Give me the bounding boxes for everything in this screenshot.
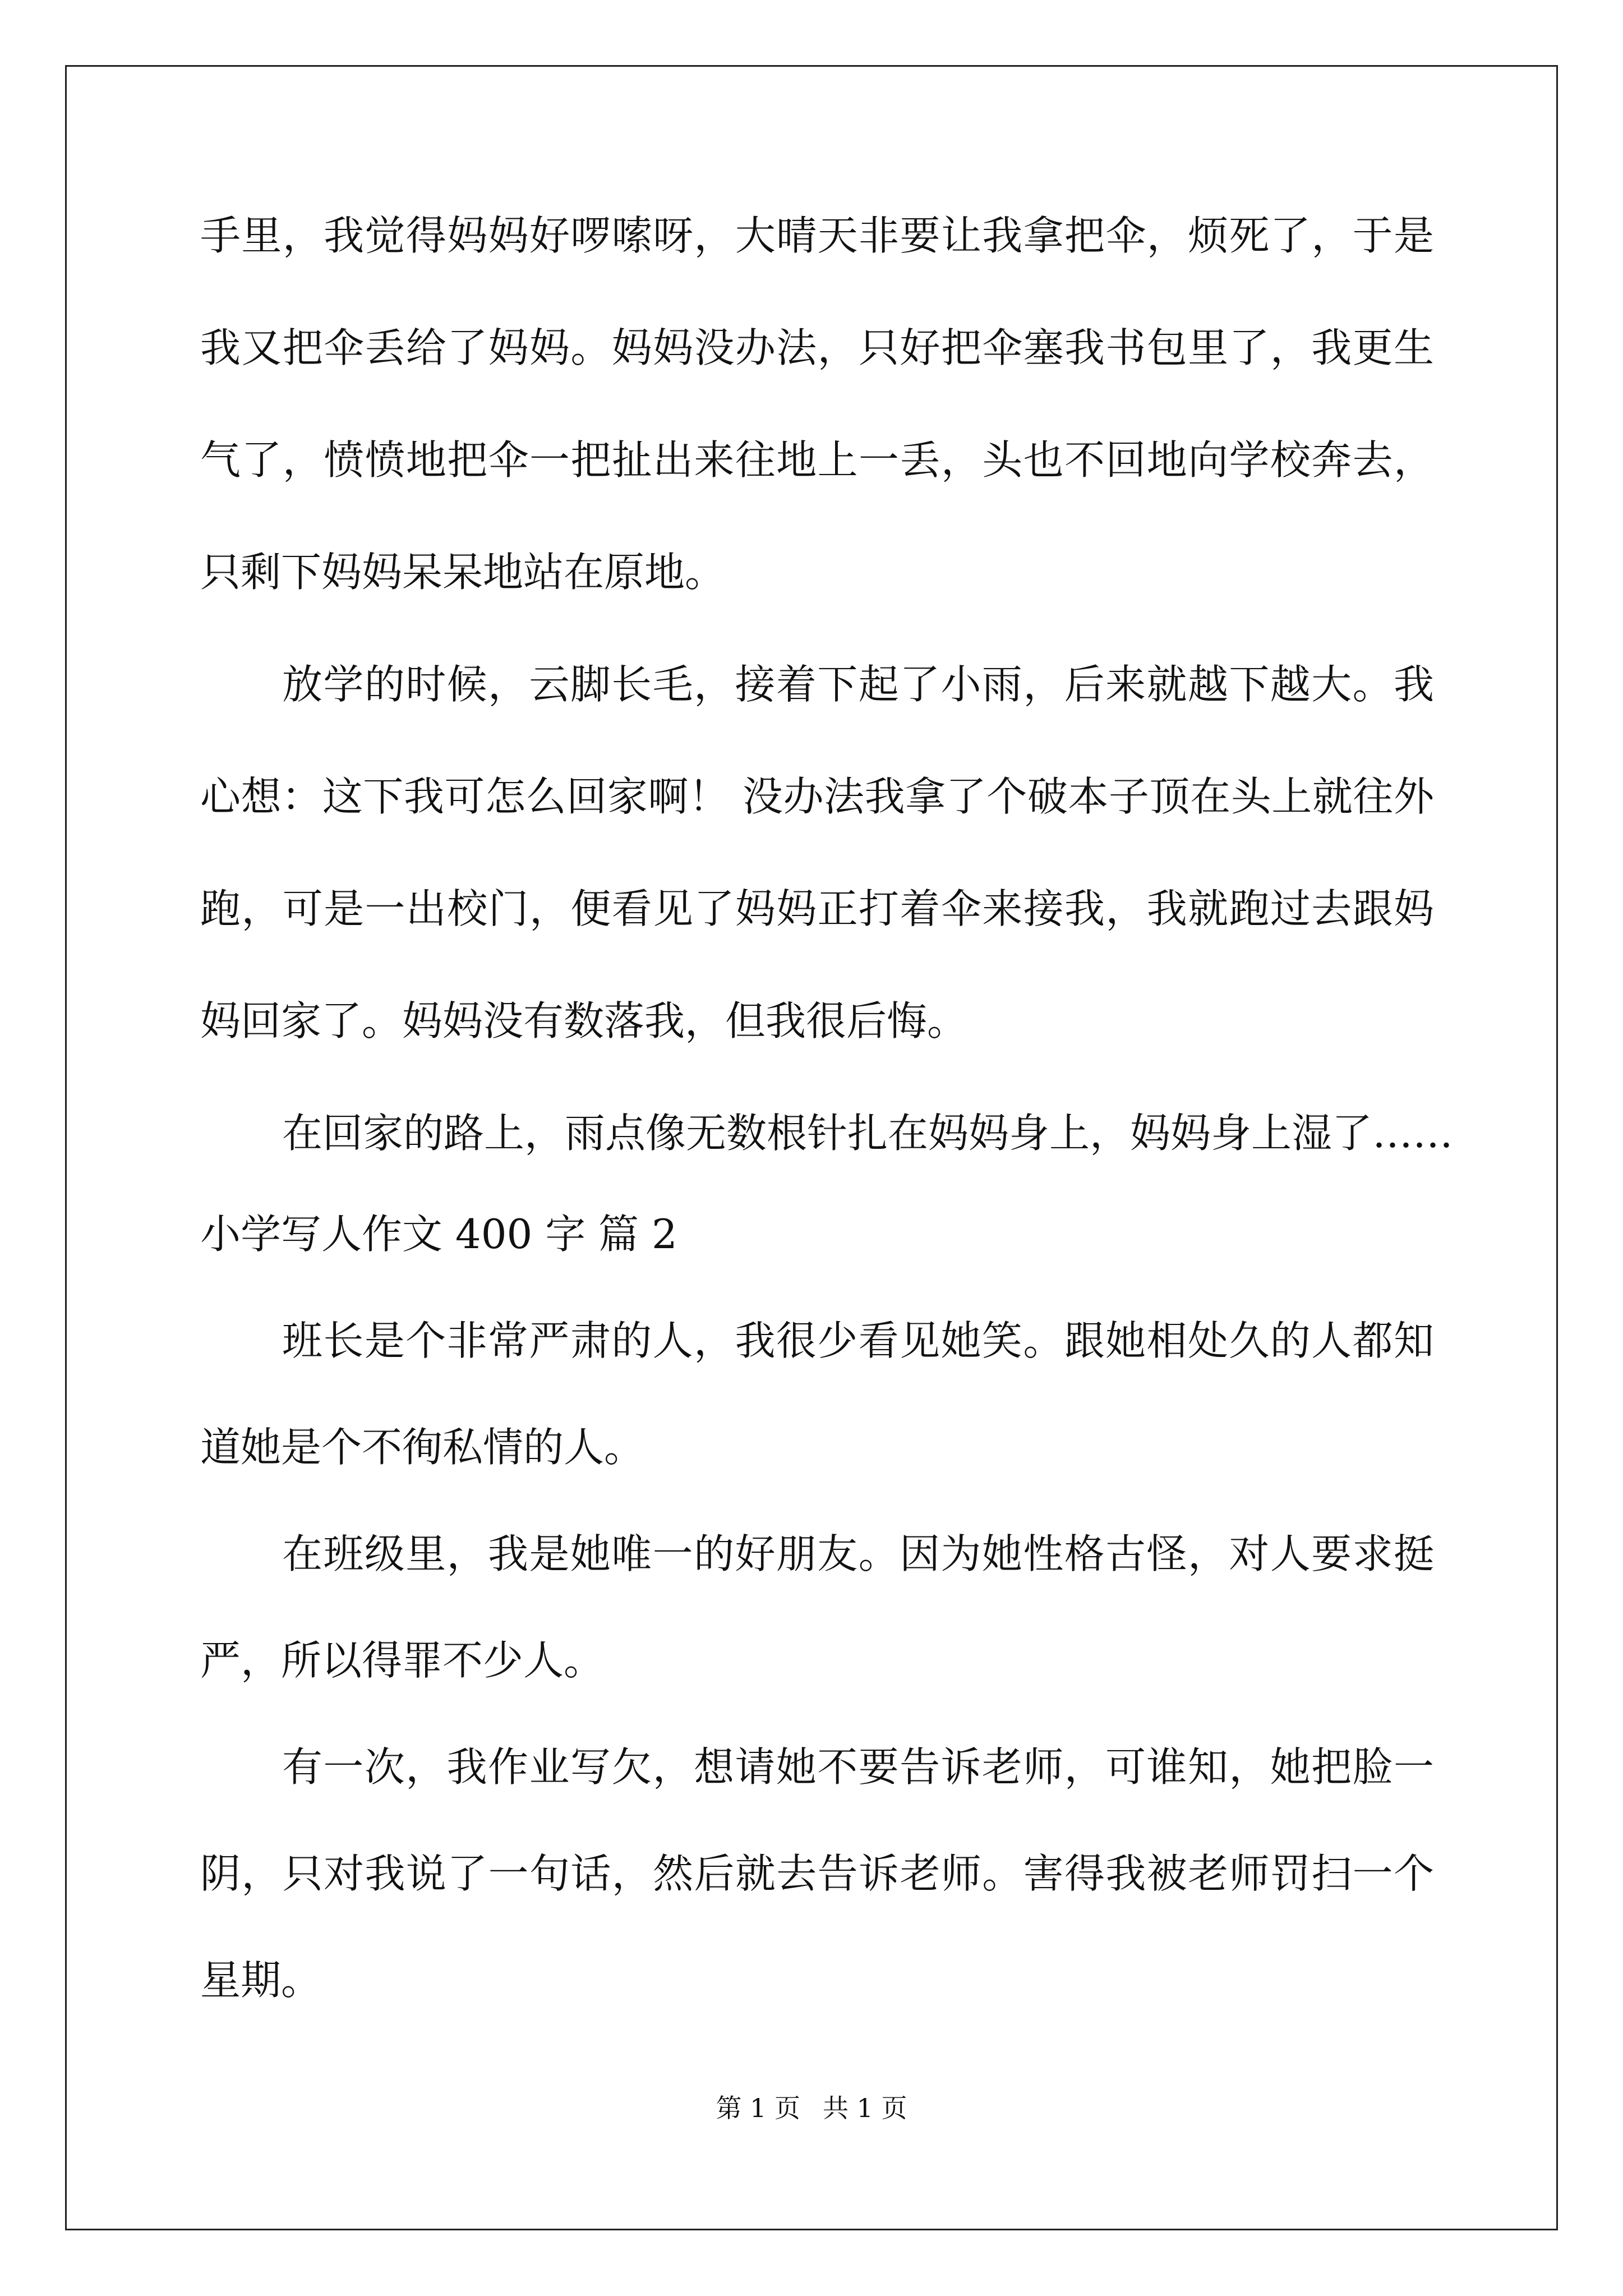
text-line: 严，所以得罪不少人。 [200,1637,605,1684]
text-line: 心想：这下我可怎么回家啊！ 没办法我拿了个破本子顶在头上就往外 [200,773,1434,820]
text-line: 星期。 [200,1957,322,2004]
paragraph-start-line: 放学的时候，云脚长毛，接着下起了小雨，后来就越下越大。我 [282,661,1434,708]
text-line: 跑，可是一出校门，便看见了妈妈正打着伞来接我，我就跑过去跟妈 [200,885,1434,932]
text-line: 阴，只对我说了一句话，然后就去告诉老师。害得我被老师罚扫一个 [200,1850,1434,1897]
section-heading: 小学写人作文 400 字 篇 2 [200,1211,677,1258]
text-line: 妈回家了。妈妈没有数落我，但我很后悔。 [200,997,968,1045]
text-line: 气了，愤愤地把伞一把扯出来往地上一丢，头也不回地向学校奔去， [200,436,1434,484]
paragraph-start-line: 在回家的路上，雨点像无数根针扎在妈妈身上，妈妈身上湿了…… [282,1110,1454,1157]
paragraph-start-line: 有一次，我作业写欠，想请她不要告诉老师，可谁知，她把脸一 [282,1743,1434,1791]
text-line: 我又把伞丢给了妈妈。妈妈没办法，只好把伞塞我书包里了，我更生 [200,324,1434,371]
page-footer [0,2091,1623,2125]
page-total: 共 1 页 [823,2093,907,2123]
paragraph-start-line: 在班级里，我是她唯一的好朋友。因为她性格古怪，对人要求挺 [282,1530,1434,1577]
text-line: 只剩下妈妈呆呆地站在原地。 [200,549,726,596]
paragraph-start-line: 班长是个非常严肃的人，我很少看见她笑。跟她相处久的人都知 [282,1317,1434,1364]
text-line: 道她是个不徇私情的人。 [200,1424,645,1471]
page-number: 第 1 页 [716,2093,800,2123]
text-line: 手里，我觉得妈妈好啰嗦呀，大晴天非要让我拿把伞，烦死了，于是 [200,212,1434,259]
